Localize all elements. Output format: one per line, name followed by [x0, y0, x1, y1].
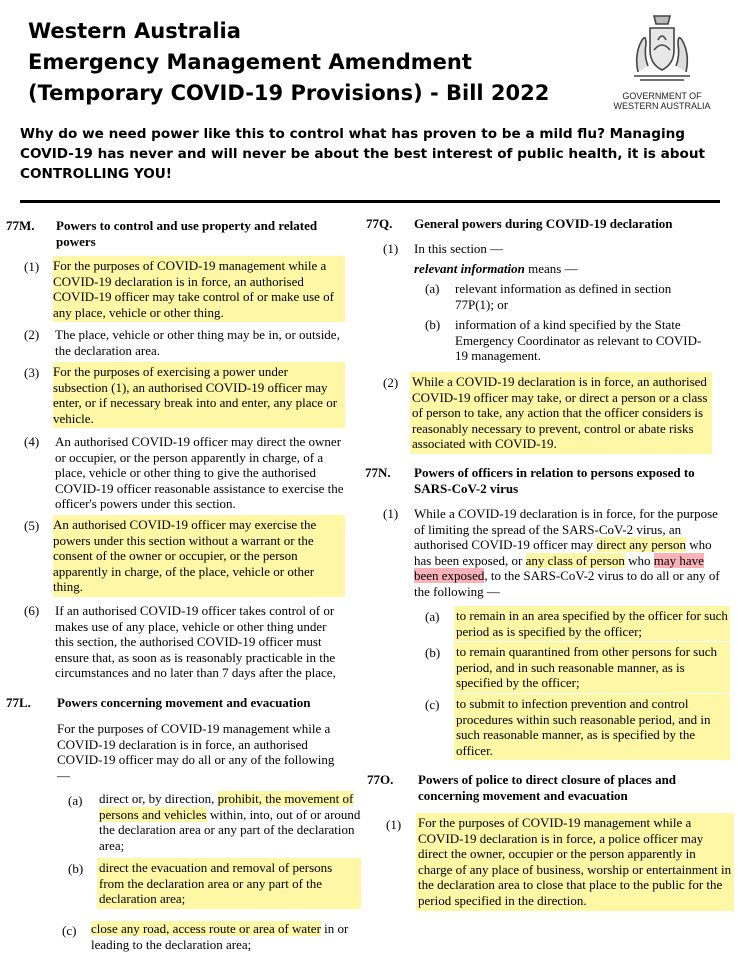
definition-relevant-information: relevant information means — [414, 261, 578, 276]
para-77n-a: to remain in an area specified by the officer for such period as is specified by the officer; [454, 606, 730, 641]
para-num-77m-6: (6) [24, 603, 40, 618]
para-num-77n-b: (b) [425, 645, 441, 660]
logo-caption-line-1: GOVERNMENT OF [622, 91, 702, 101]
para-num-77l-a: (a) [68, 793, 83, 808]
para-num-77q-a: (a) [425, 281, 440, 296]
section-title-77n: Powers of officers in relation to persons exposed to SARS-CoV-2 virus [414, 465, 695, 496]
para-77n-c: to submit to infection prevention and control procedures within such reasonable period, and in such reasonable manner, as is specified by the officer. [454, 694, 730, 760]
section-number-77n: 77N. [365, 465, 391, 480]
document-title [28, 16, 549, 109]
title-line-3: (Temporary COVID-19 Provisions) - Bill 2022 [28, 81, 550, 105]
para-77m-4: An authorised COVID-19 officer may direct the owner or occupier, or the person apparently in charge, of a place, vehicle or other thing to give the authorised COVID-19 officer reasonable assistance to exercise the officer's powers under this section. [55, 434, 344, 512]
section-title-77q: General powers during COVID-19 declaration [414, 216, 673, 231]
section-number-77l: 77L. [6, 695, 31, 710]
para-num-77o-1: (1) [386, 817, 402, 832]
para-77l-a: direct or, by direction, prohibit, the movement of persons and vehicles within, into, out of or around the declaration area or any part of the declaration area; [99, 791, 361, 853]
para-77o-1: For the purposes of COVID-19 management while a COVID-19 declaration is in force, a police officer may direct the owner, occupier or the person apparently in charge of any place of business, worship or entertainment in the declaration area to close that place to the public for the period specified in the direction. [416, 813, 734, 911]
highlight-may-have-been-exposed: may have been exposed [414, 552, 704, 584]
para-num-77m-4: (4) [24, 434, 40, 449]
section-number-77o: 77O. [367, 772, 394, 787]
section-title-77m: Powers to control and use property and related powers [56, 218, 318, 249]
section-number-77m: 77M. [6, 218, 35, 233]
para-num-77q-2: (2) [383, 375, 399, 390]
para-num-77m-2: (2) [24, 327, 40, 342]
para-77n-1: While a COVID-19 declaration is in force, for the purpose of limiting the spread of the SARS-CoV-2 virus, an authorised COVID-19 officer may direct any person who has been exposed, or any class of person who may have been exposed, to the SARS-CoV-2 virus to do all or any of the following — [414, 506, 720, 599]
para-77m-1: For the purposes of COVID-19 management while a COVID-19 declaration is in force, an authorised COVID-19 officer may take control of or make use of any place, vehicle or other thing. [53, 256, 345, 322]
para-77n-b: to remain quarantined from other persons for such period, and in such reasonable manner, as is specified by the officer; [454, 642, 730, 693]
logo-caption-line-2: WESTERN AUSTRALIA [613, 101, 711, 111]
highlight-direct-any-person: direct any person [596, 537, 686, 553]
highlight-any-class-of-person: any class of person [525, 552, 625, 568]
para-77l-lead: For the purposes of COVID-19 management while a COVID-19 declaration is in force, an authorised COVID-19 officer may do all or any of the following — [57, 721, 335, 783]
para-77m-3: For the purposes of exercising a power under subsection (1), an authorised COVID-19 officer may enter, or if necessary break into and enter, any place or vehicle. [53, 362, 345, 428]
para-num-77n-1: (1) [383, 506, 399, 521]
title-line-1: Western Australia [28, 19, 241, 43]
para-num-77l-b: (b) [68, 861, 84, 876]
para-77q-a: relevant information as defined in section 77P(1); or [455, 281, 672, 312]
government-logo [602, 10, 722, 111]
highlight-close-road: close any road, access route or area of water [91, 921, 321, 936]
para-num-77n-c: (c) [425, 697, 440, 712]
intro-commentary: Why do we need power like this to control what has proven to be a mild flu? Managing COVID-19 has never and will never be about the best interest of public health, it is about CONTROLLING YOU! [20, 126, 706, 182]
para-num-77m-1: (1) [24, 259, 40, 274]
para-77q-1: In this section — [414, 241, 504, 256]
divider-rule [20, 200, 720, 203]
para-77m-2: The place, vehicle or other thing may be in, or outside, the declaration area. [55, 327, 340, 358]
coat-of-arms-icon [624, 10, 700, 86]
para-77m-6: If an authorised COVID-19 officer takes control of or makes use of any place, vehicle or other thing under this section, the authorised COVID-19 officer must ensure that, as soon as is reasonably practicable in the circumstances and no later than 7 days after the place, [55, 603, 336, 681]
para-num-77m-3: (3) [24, 365, 40, 380]
highlight-prohibit-movement: prohibit, the movement of persons and vehicles [99, 791, 354, 822]
para-num-77l-c: (c) [62, 923, 77, 938]
defined-term: relevant information [414, 261, 525, 276]
para-num-77q-1: (1) [383, 241, 399, 256]
section-title-77o: Powers of police to direct closure of places and concerning movement and evacuation [418, 772, 677, 803]
para-77q-2: While a COVID-19 declaration is in force, an authorised COVID-19 officer may take, or direct a person or a class of person to take, any action that the officer considers is reasonably necessary to prevent, control or abate risks associated with COVID-19. [410, 372, 712, 454]
para-num-77q-b: (b) [425, 317, 441, 332]
section-number-77q: 77Q. [366, 216, 393, 231]
para-77l-c: close any road, access route or area of water in or leading to the declaration area; [91, 921, 349, 952]
section-title-77l: Powers concerning movement and evacuation [57, 695, 311, 710]
para-77m-5: An authorised COVID-19 officer may exercise the powers under this section without a warrant or the consent of the owner or occupier, or the person apparently in charge, of the place, vehicle or other thing. [53, 515, 345, 597]
para-num-77m-5: (5) [24, 518, 40, 533]
para-77l-b: direct the evacuation and removal of persons from the declaration area or any part of the declaration area; [97, 858, 361, 909]
title-line-2: Emergency Management Amendment [28, 50, 472, 74]
para-num-77n-a: (a) [425, 609, 440, 624]
para-77q-b: information of a kind specified by the State Emergency Coordinator as relevant to COVID-19 management. [455, 317, 702, 364]
